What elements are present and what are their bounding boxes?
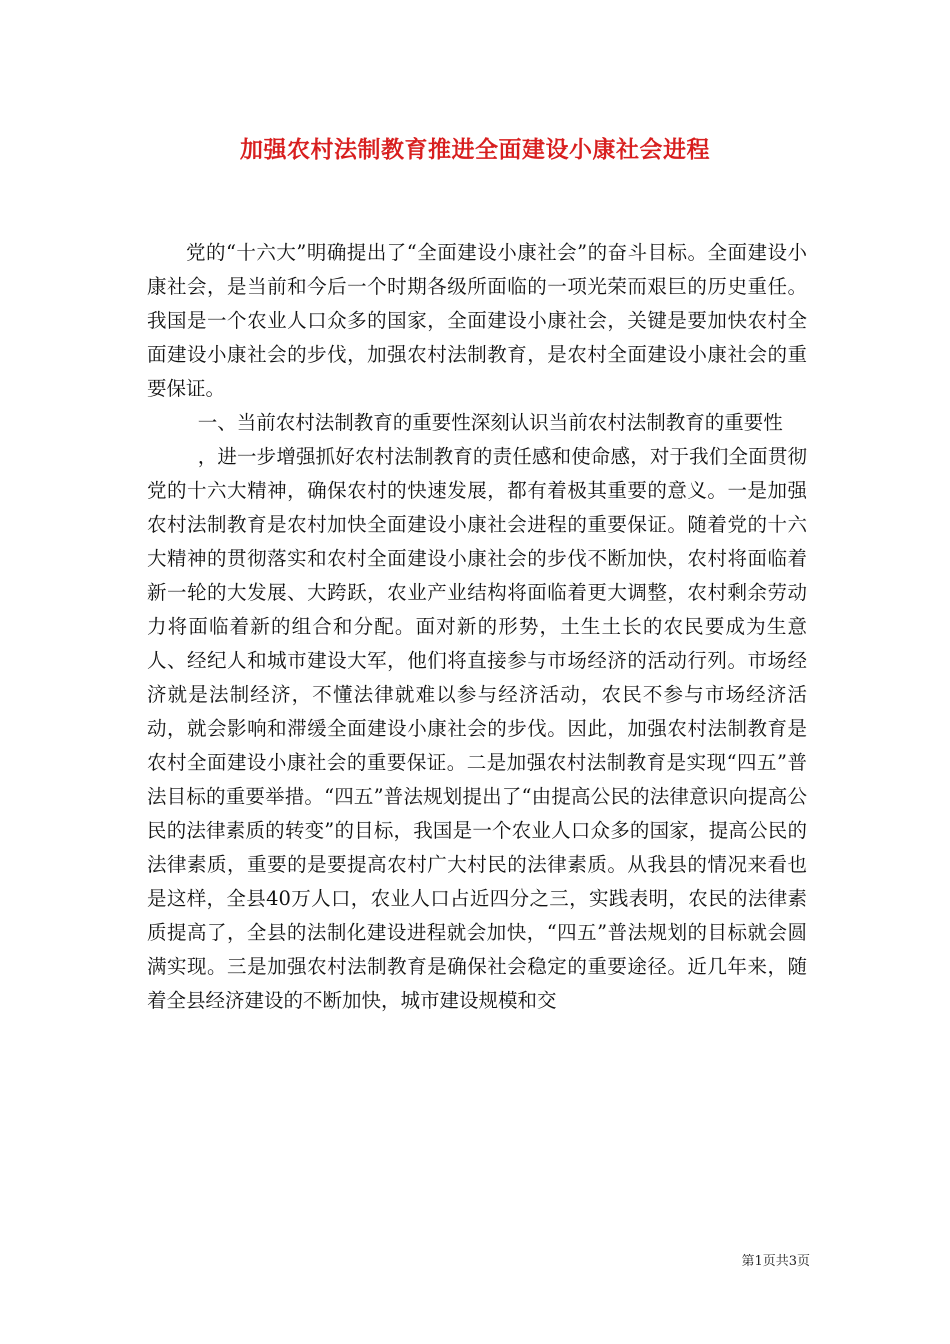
paragraph-intro: 党的“十六大”明确提出了“全面建设小康社会”的奋斗目标。全面建设小康社会，是当前和今后一个时期各级所面临的一项光荣而艰巨的历史重任。我国是一个农业人口众多的国家，全面建设小康社会，关键是要加快农村全面建设小康社会的步伐，加强农村法制教育，是农村全面建设小康社会的重要保证。 [147,241,807,400]
document-title: 加强农村法制教育推进全面建设小康社会进程 [240,136,710,163]
page-number: 第1页共3页 [741,1254,810,1269]
section-heading-1: 一、当前农村法制教育的重要性深刻认识当前农村法制教育的重要性 [197,411,783,434]
document-body [147,236,807,1018]
paragraph-importance: ，进一步增强抓好农村法制教育的责任感和使命感，对于我们全面贯彻党的十六大精神，确保农村的快速发展，都有着极其重要的意义。一是加强农村法制教育是农村加快全面建设小康社会进程的重要保证。随着党的十六大精神的贯彻落实和农村全面建设小康社会的步伐不断加快，农村将面临着新一轮的大发展、大跨跃，农业产业结构将面临着更大调整，农村剩余劳动力将面临着新的组合和分配。面对新的形势，土生土长的农民要成为生意人、经纪人和城市建设大军，他们将直接参与市场经济的活动行列。市场经济就是法制经济，不懂法律就难以参与经济活动，农民不参与市场经济活动，就会影响和滞缓全面建设小康社会的步伐。因此，加强农村法制教育是农村全面建设小康社会的重要保证。二是加强农村法制教育是实现“四五”普法目标的重要举措。“四五”普法规划提出了“由提高公民的法律意识向提高公民的法律素质的转变”的目标，我国是一个农业人口众多的国家，提高公民的法律素质，重要的是要提高农村广大村民的法律素质。从我县的情况来看也是这样，全县40万人口，农业人口占近四分之三，实践表明，农民的法律素质提高了，全县的法制化建设进程就会加快，“四五”普法规划的目标就会圆满实现。三是加强农村法制教育是确保社会稳定的重要途径。近几年来，随着全县经济建设的不断加快，城市建设规模和交 [147,445,807,1012]
